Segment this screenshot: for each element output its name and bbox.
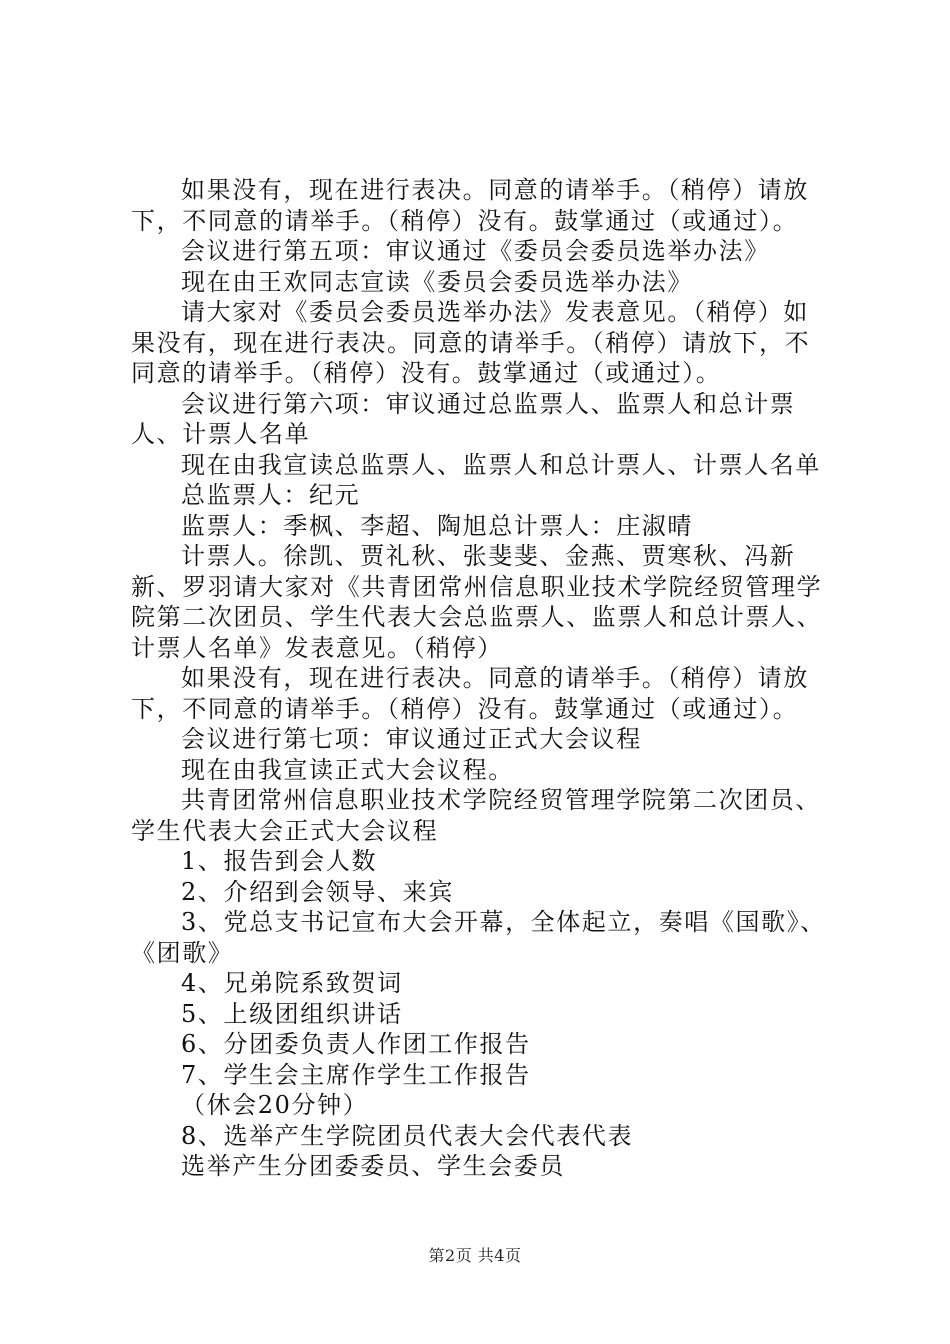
paragraph-read-rules: 现在由王欢同志宣读《委员会委员选举办法》 <box>181 267 693 296</box>
agenda-item-1: 1、报告到会人数 <box>181 847 378 875</box>
paragraph-read-agenda: 现在由我宣读正式大会议程。 <box>181 755 514 784</box>
document-body <box>131 175 831 1182</box>
agenda-item-4: 4、兄弟院系致贺词 <box>181 969 403 997</box>
paragraph-item-5: 会议进行第五项：审议通过《委员会委员选举办法》 <box>181 237 770 265</box>
paragraph-tellers: 计票人。徐凯、贾礼秋、张斐斐、金燕、贾寒秋、冯新新、罗羽请大家对《共青团常州信息职业技术学院经贸管理学院第二次团员、学生代表大会总监票人、监票人和总计票人、计票人名单》发表意见。（稍停） <box>131 542 823 662</box>
page-number-footer: 第2页 共4页 <box>428 1246 522 1265</box>
agenda-election: 选举产生分团委委员、学生会委员 <box>181 1152 565 1180</box>
paragraph-item-6: 会议进行第六项：审议通过总监票人、监票人和总计票人、计票人名单 <box>131 389 796 448</box>
paragraph-scrutineers: 监票人：季枫、李超、陶旭总计票人：庄淑晴 <box>181 511 693 540</box>
paragraph-vote-2: 请大家对《委员会委员选举办法》发表意见。（稍停）如果没有，现在进行表决。同意的请举手。（稍停）请放下，不同意的请举手。（稍停）没有。鼓掌通过（或通过）。 <box>131 298 811 387</box>
paragraph-vote-1: 如果没有，现在进行表决。同意的请举手。（稍停）请放下，不同意的请举手。（稍停）没有。鼓掌通过（或通过）。 <box>131 176 809 235</box>
agenda-item-8: 8、选举产生学院团员代表大会代表代表 <box>181 1121 634 1150</box>
agenda-item-2: 2、介绍到会领导、来宾 <box>181 877 454 906</box>
paragraph-chief-scrutineer: 总监票人：纪元 <box>181 481 361 509</box>
agenda-recess: （休会20分钟） <box>181 1091 369 1119</box>
paragraph-read-list: 现在由我宣读总监票人、监票人和总计票人、计票人名单 <box>181 450 821 479</box>
agenda-item-6: 6、分团委负责人作团工作报告 <box>181 1030 531 1058</box>
paragraph-agenda-title: 共青团常州信息职业技术学院经贸管理学院第二次团员、学生代表大会正式大会议程 <box>131 786 821 845</box>
paragraph-vote-3: 如果没有，现在进行表决。同意的请举手。（稍停）请放下，不同意的请举手。（稍停）没有。鼓掌通过（或通过）。 <box>131 664 809 723</box>
paragraph-item-7: 会议进行第七项：审议通过正式大会议程 <box>181 725 642 753</box>
agenda-item-3: 3、党总支书记宣布大会开幕，全体起立，奏唱《国歌》、《团歌》 <box>131 908 826 967</box>
agenda-item-7: 7、学生会主席作学生工作报告 <box>181 1060 531 1089</box>
agenda-item-5: 5、上级团组织讲话 <box>181 999 403 1028</box>
